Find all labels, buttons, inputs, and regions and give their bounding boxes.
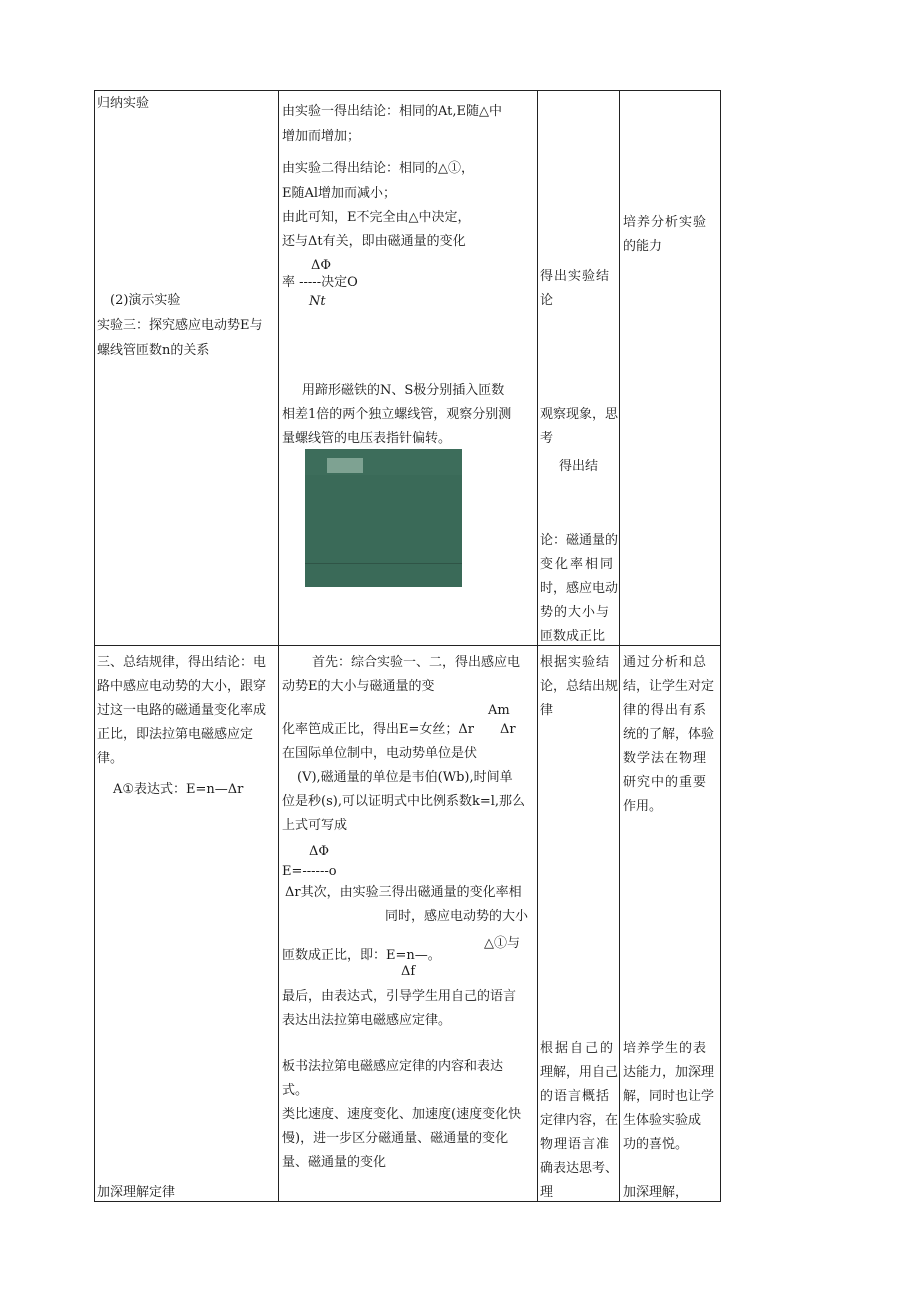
conclusion-exp1-cont: 增加而增加； xyxy=(282,129,361,144)
design-intent-b4: 统的了解，体验 xyxy=(623,727,715,742)
second-step-delta: △①与 xyxy=(484,936,520,951)
row1-heading: 归纳实验 xyxy=(97,96,150,111)
apparatus-photo-base xyxy=(305,563,462,587)
summary-line-2: 路中感应电动势的大小，跟穿 xyxy=(97,679,267,694)
table-col-divider-1 xyxy=(278,90,279,1202)
conclusion-exp1: 由实验一得出结论：相同的At,E随△中 xyxy=(282,104,503,119)
apparatus-photo-label xyxy=(327,458,363,473)
experiment-desc-1: 用蹄形磁铁的N、S极分别插入匝数 xyxy=(302,383,505,398)
formula-expression: A①表达式：E=n—Δr xyxy=(113,782,244,797)
student-activity-a9: 势的大小与 xyxy=(540,605,611,620)
table-border-right xyxy=(720,90,721,1202)
design-intent-a1: 培养分析实验 xyxy=(623,215,708,230)
student-activity-b2: 论，总结出规 xyxy=(540,679,619,694)
student-activity-c4: 定律内容，在 xyxy=(540,1113,619,1128)
board-note-line-1: 板书法拉第电磁感应定律的内容和表达 xyxy=(282,1059,504,1074)
table-col-divider-3 xyxy=(619,90,620,1202)
design-intent-b1: 通过分析和总 xyxy=(623,655,708,670)
student-activity-a7: 变化率相同 xyxy=(540,557,616,572)
student-activity-a8: 时，感应电动 xyxy=(540,581,619,596)
table-border-left xyxy=(94,90,95,1202)
demo-experiment-label: (2)演示实验 xyxy=(110,293,181,308)
board-note-line-2: 式。 xyxy=(282,1083,309,1098)
rate-determines-line: 率 -----决定O xyxy=(282,275,358,290)
si-unit-line-2: (V),磁通量的单位是韦伯(Wb),时间单 xyxy=(297,770,513,785)
conclusion-exp2: 由实验二得出结论：相同的△①， xyxy=(282,161,474,176)
second-step-df: Δf xyxy=(401,964,416,979)
design-intent-c4: 生体验实验成 xyxy=(623,1113,702,1128)
deepen-understanding-label: 加深理解定律 xyxy=(97,1185,176,1200)
summary-line-4: 正比，即法拉第电磁感应定 xyxy=(97,727,254,742)
second-step-line-3: 匝数成正比，即：E=n—。 xyxy=(282,948,441,963)
student-activity-a3: 观察现象，思 xyxy=(540,407,619,422)
design-intent-c2: 达能力，加深理 xyxy=(623,1065,715,1080)
student-activity-c3: 的语言概括 xyxy=(540,1089,611,1104)
first-step-line-1: 首先：综合实验一、二，得出感应电 xyxy=(312,655,521,670)
student-activity-a5: 得出结 xyxy=(559,459,599,474)
design-intent-b6: 研究中的重要 xyxy=(623,775,708,790)
student-activity-a2: 论 xyxy=(540,293,554,308)
student-activity-a6: 论：磁通量的 xyxy=(540,533,619,548)
student-activity-b1: 根据实验结 xyxy=(540,655,611,670)
analogy-line-2: 慢)，进一步区分磁通量、磁通量的变化 xyxy=(282,1131,509,1146)
student-activity-a10: 匝数成正比 xyxy=(540,629,606,644)
table-col-divider-2 xyxy=(537,90,538,1202)
si-unit-line-1: 在国际单位制中，电动势单位是伏 xyxy=(282,746,478,761)
first-step-dr: Δr xyxy=(500,722,516,737)
analogy-line-3: 量、磁通量的变化 xyxy=(282,1155,387,1170)
inference-line-1: 由此可知，E不完全由△中决定， xyxy=(282,210,471,225)
table-border-top xyxy=(94,90,721,91)
student-activity-c1: 根据自己的 xyxy=(540,1041,616,1056)
experiment3-title: 实验三：探究感应电动势E与 xyxy=(97,318,263,333)
first-step-am: Am xyxy=(488,703,510,718)
analogy-line-1: 类比速度、速度变化、加速度(速度变化快 xyxy=(282,1107,522,1122)
student-activity-c5: 物理语言准 xyxy=(540,1137,611,1152)
experiment-desc-3: 量螺线管的电压表指针偏转。 xyxy=(282,431,452,446)
apparatus-photo-body xyxy=(305,475,462,563)
design-intent-c6: 加深理解， xyxy=(623,1185,689,1200)
second-step-line-1: Δr其次，由实验三得出磁通量的变化率相 xyxy=(285,885,522,900)
student-activity-a1: 得出实验结 xyxy=(540,269,611,284)
design-intent-b3: 律的得出有系 xyxy=(623,703,708,718)
experiment3-title-cont: 螺线管匝数n的关系 xyxy=(97,343,210,358)
conclusion-exp2-cont: E随Al增加而减小； xyxy=(282,186,397,201)
fraction-denominator: Nt xyxy=(309,294,326,309)
summary-line-5: 律。 xyxy=(97,751,124,766)
design-intent-c1: 培养学生的表 xyxy=(623,1041,708,1056)
design-intent-c3: 解，同时也让学 xyxy=(623,1089,715,1104)
summary-line-1: 三、总结规律，得出结论：电 xyxy=(97,655,267,670)
si-unit-line-3: 位是秒(s),可以证明式中比例系数k=l,那么 xyxy=(282,794,526,809)
formula-numerator: ΔΦ xyxy=(309,844,330,859)
formula-e-equals: E=------o xyxy=(282,864,337,879)
fraction-numerator: ΔΦ xyxy=(311,258,332,273)
design-intent-c5: 功的喜悦。 xyxy=(623,1137,689,1152)
last-step-line-2: 表达出法拉第电磁感应定律。 xyxy=(282,1013,452,1028)
last-step-line-1: 最后，由表达式，引导学生用自己的语言 xyxy=(282,989,517,1004)
design-intent-a2: 的能力 xyxy=(623,239,663,254)
student-activity-c7: 理 xyxy=(540,1185,554,1200)
inference-line-2: 还与Δt有关，即由磁通量的变化 xyxy=(282,234,466,249)
student-activity-c2: 理解，用自己 xyxy=(540,1065,619,1080)
design-intent-b7: 作用。 xyxy=(623,799,663,814)
student-activity-b3: 律 xyxy=(540,703,554,718)
design-intent-b2: 结，让学生对定 xyxy=(623,679,715,694)
design-intent-b5: 数学法在物理 xyxy=(623,751,708,766)
student-activity-a4: 考 xyxy=(540,431,554,446)
first-step-line-3: 化率笆成正比，得出E=女丝；Δr xyxy=(282,722,474,737)
table-row-divider xyxy=(94,645,721,646)
second-step-line-2: 同时，感应电动势的大小 xyxy=(385,909,529,924)
summary-line-3: 过这一电路的磁通量变化率成 xyxy=(97,703,267,718)
si-unit-line-4: 上式可写成 xyxy=(282,818,348,833)
first-step-line-2: 动势E的大小与磁通量的变 xyxy=(282,679,435,694)
student-activity-c6: 确表达思考、 xyxy=(540,1161,619,1176)
experiment-desc-2: 相差1倍的两个独立螺线管，观察分别测 xyxy=(282,407,512,422)
